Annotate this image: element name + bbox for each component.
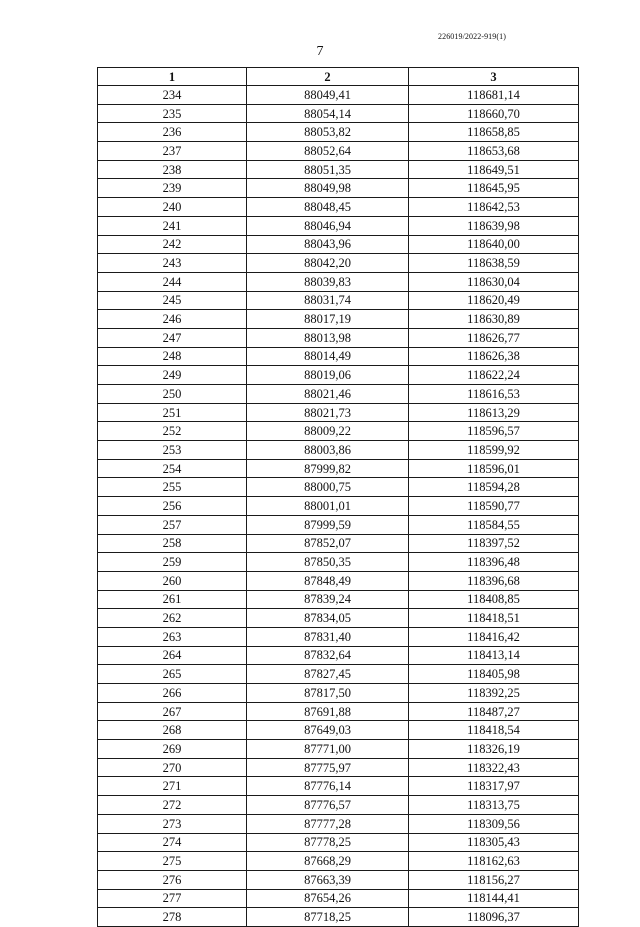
- point-number-cell: 234: [98, 86, 247, 105]
- table-row: [98, 740, 579, 759]
- point-number-cell: 262: [98, 609, 247, 628]
- table-row: [98, 441, 579, 460]
- y-coordinate-cell: 118626,38: [409, 347, 579, 366]
- y-coordinate-cell: 118408,85: [409, 590, 579, 609]
- x-coordinate-cell: 87848,49: [247, 571, 409, 590]
- x-coordinate-cell: 87775,97: [247, 758, 409, 777]
- y-coordinate-cell: 118397,52: [409, 534, 579, 553]
- x-coordinate-cell: 87654,26: [247, 889, 409, 908]
- y-coordinate-cell: 118626,77: [409, 328, 579, 347]
- x-coordinate-cell: 87831,40: [247, 627, 409, 646]
- point-number-cell: 260: [98, 571, 247, 590]
- point-number-cell: 266: [98, 684, 247, 703]
- x-coordinate-cell: 87999,59: [247, 515, 409, 534]
- x-coordinate-cell: 88000,75: [247, 478, 409, 497]
- point-number-cell: 265: [98, 665, 247, 684]
- table-row: [98, 646, 579, 665]
- x-coordinate-cell: 88014,49: [247, 347, 409, 366]
- x-coordinate-cell: 87852,07: [247, 534, 409, 553]
- point-number-cell: 273: [98, 814, 247, 833]
- point-number-cell: 254: [98, 459, 247, 478]
- point-number-cell: 268: [98, 721, 247, 740]
- table-row: [98, 721, 579, 740]
- y-coordinate-cell: 118317,97: [409, 777, 579, 796]
- y-coordinate-cell: 118638,59: [409, 254, 579, 273]
- x-coordinate-cell: 87771,00: [247, 740, 409, 759]
- point-number-cell: 249: [98, 366, 247, 385]
- table-row: [98, 328, 579, 347]
- x-coordinate-cell: 88053,82: [247, 123, 409, 142]
- y-coordinate-cell: 118590,77: [409, 497, 579, 516]
- x-coordinate-cell: 87668,29: [247, 852, 409, 871]
- table-row: [98, 235, 579, 254]
- point-number-cell: 264: [98, 646, 247, 665]
- table-row: [98, 216, 579, 235]
- point-number-cell: 250: [98, 385, 247, 404]
- x-coordinate-cell: 88054,14: [247, 104, 409, 123]
- column-header-3: 3: [409, 68, 579, 86]
- x-coordinate-cell: 87850,35: [247, 553, 409, 572]
- point-number-cell: 270: [98, 758, 247, 777]
- table-row: [98, 796, 579, 815]
- x-coordinate-cell: 88013,98: [247, 328, 409, 347]
- table-row: [98, 534, 579, 553]
- point-number-cell: 256: [98, 497, 247, 516]
- point-number-cell: 251: [98, 403, 247, 422]
- point-number-cell: 255: [98, 478, 247, 497]
- table-row: [98, 833, 579, 852]
- point-number-cell: 263: [98, 627, 247, 646]
- y-coordinate-cell: 118596,01: [409, 459, 579, 478]
- table-row: [98, 478, 579, 497]
- table-row: [98, 852, 579, 871]
- y-coordinate-cell: 118326,19: [409, 740, 579, 759]
- table-row: [98, 403, 579, 422]
- x-coordinate-cell: 88052,64: [247, 142, 409, 161]
- x-coordinate-cell: 87776,57: [247, 796, 409, 815]
- x-coordinate-cell: 87718,25: [247, 908, 409, 927]
- point-number-cell: 247: [98, 328, 247, 347]
- point-number-cell: 259: [98, 553, 247, 572]
- table-body: [98, 86, 579, 927]
- y-coordinate-cell: 118596,57: [409, 422, 579, 441]
- point-number-cell: 238: [98, 160, 247, 179]
- x-coordinate-cell: 88031,74: [247, 291, 409, 310]
- y-coordinate-cell: 118594,28: [409, 478, 579, 497]
- x-coordinate-cell: 88042,20: [247, 254, 409, 273]
- x-coordinate-cell: 88009,22: [247, 422, 409, 441]
- y-coordinate-cell: 118396,68: [409, 571, 579, 590]
- column-header-1: 1: [98, 68, 247, 86]
- table-row: [98, 665, 579, 684]
- x-coordinate-cell: 87777,28: [247, 814, 409, 833]
- x-coordinate-cell: 88003,86: [247, 441, 409, 460]
- table-row: [98, 571, 579, 590]
- y-coordinate-cell: 118305,43: [409, 833, 579, 852]
- point-number-cell: 257: [98, 515, 247, 534]
- table-row: [98, 142, 579, 161]
- document-code: 226019/2022-919(1): [438, 32, 507, 41]
- x-coordinate-cell: 88048,45: [247, 198, 409, 217]
- x-coordinate-cell: 88046,94: [247, 216, 409, 235]
- y-coordinate-cell: 118616,53: [409, 385, 579, 404]
- x-coordinate-cell: 88017,19: [247, 310, 409, 329]
- table-row: [98, 272, 579, 291]
- table-row: [98, 179, 579, 198]
- table-row: [98, 104, 579, 123]
- point-number-cell: 261: [98, 590, 247, 609]
- y-coordinate-cell: 118405,98: [409, 665, 579, 684]
- y-coordinate-cell: 118645,95: [409, 179, 579, 198]
- point-number-cell: 245: [98, 291, 247, 310]
- y-coordinate-cell: 118660,70: [409, 104, 579, 123]
- point-number-cell: 258: [98, 534, 247, 553]
- y-coordinate-cell: 118313,75: [409, 796, 579, 815]
- x-coordinate-cell: 88021,73: [247, 403, 409, 422]
- table-row: [98, 777, 579, 796]
- table-row: [98, 123, 579, 142]
- table-row: [98, 385, 579, 404]
- y-coordinate-cell: 118396,48: [409, 553, 579, 572]
- x-coordinate-cell: 87778,25: [247, 833, 409, 852]
- point-number-cell: 243: [98, 254, 247, 273]
- x-coordinate-cell: 88039,83: [247, 272, 409, 291]
- point-number-cell: 278: [98, 908, 247, 927]
- table-row: [98, 627, 579, 646]
- table-row: [98, 609, 579, 628]
- x-coordinate-cell: 87827,45: [247, 665, 409, 684]
- point-number-cell: 240: [98, 198, 247, 217]
- table-row: [98, 497, 579, 516]
- point-number-cell: 236: [98, 123, 247, 142]
- coordinates-table: [97, 67, 579, 927]
- y-coordinate-cell: 118144,41: [409, 889, 579, 908]
- point-number-cell: 277: [98, 889, 247, 908]
- table-row: [98, 347, 579, 366]
- y-coordinate-cell: 118392,25: [409, 684, 579, 703]
- y-coordinate-cell: 118620,49: [409, 291, 579, 310]
- x-coordinate-cell: 87776,14: [247, 777, 409, 796]
- point-number-cell: 235: [98, 104, 247, 123]
- table-row: [98, 198, 579, 217]
- y-coordinate-cell: 118413,14: [409, 646, 579, 665]
- y-coordinate-cell: 118658,85: [409, 123, 579, 142]
- y-coordinate-cell: 118599,92: [409, 441, 579, 460]
- table-row: [98, 310, 579, 329]
- y-coordinate-cell: 118622,24: [409, 366, 579, 385]
- y-coordinate-cell: 118681,14: [409, 86, 579, 105]
- point-number-cell: 275: [98, 852, 247, 871]
- point-number-cell: 248: [98, 347, 247, 366]
- point-number-cell: 269: [98, 740, 247, 759]
- page-number: 7: [316, 44, 324, 59]
- x-coordinate-cell: 87834,05: [247, 609, 409, 628]
- table-row: [98, 908, 579, 927]
- y-coordinate-cell: 118162,63: [409, 852, 579, 871]
- x-coordinate-cell: 88049,98: [247, 179, 409, 198]
- table-row: [98, 160, 579, 179]
- point-number-cell: 272: [98, 796, 247, 815]
- y-coordinate-cell: 118642,53: [409, 198, 579, 217]
- x-coordinate-cell: 88021,46: [247, 385, 409, 404]
- point-number-cell: 244: [98, 272, 247, 291]
- x-coordinate-cell: 88019,06: [247, 366, 409, 385]
- table-row: [98, 422, 579, 441]
- y-coordinate-cell: 118630,89: [409, 310, 579, 329]
- table-row: [98, 758, 579, 777]
- x-coordinate-cell: 87691,88: [247, 702, 409, 721]
- column-header-2: 2: [247, 68, 409, 86]
- x-coordinate-cell: 87999,82: [247, 459, 409, 478]
- y-coordinate-cell: 118640,00: [409, 235, 579, 254]
- y-coordinate-cell: 118613,29: [409, 403, 579, 422]
- point-number-cell: 237: [98, 142, 247, 161]
- table-row: [98, 515, 579, 534]
- x-coordinate-cell: 88043,96: [247, 235, 409, 254]
- table-row: [98, 590, 579, 609]
- point-number-cell: 271: [98, 777, 247, 796]
- x-coordinate-cell: 88051,35: [247, 160, 409, 179]
- y-coordinate-cell: 118584,55: [409, 515, 579, 534]
- x-coordinate-cell: 87817,50: [247, 684, 409, 703]
- point-number-cell: 246: [98, 310, 247, 329]
- point-number-cell: 252: [98, 422, 247, 441]
- x-coordinate-cell: 88001,01: [247, 497, 409, 516]
- y-coordinate-cell: 118487,27: [409, 702, 579, 721]
- y-coordinate-cell: 118322,43: [409, 758, 579, 777]
- point-number-cell: 239: [98, 179, 247, 198]
- y-coordinate-cell: 118418,51: [409, 609, 579, 628]
- y-coordinate-cell: 118096,37: [409, 908, 579, 927]
- table-row: [98, 86, 579, 105]
- x-coordinate-cell: 87649,03: [247, 721, 409, 740]
- table-row: [98, 254, 579, 273]
- y-coordinate-cell: 118639,98: [409, 216, 579, 235]
- table-row: [98, 459, 579, 478]
- y-coordinate-cell: 118309,56: [409, 814, 579, 833]
- table-row: [98, 553, 579, 572]
- y-coordinate-cell: 118649,51: [409, 160, 579, 179]
- table-row: [98, 291, 579, 310]
- point-number-cell: 241: [98, 216, 247, 235]
- table-row: [98, 366, 579, 385]
- table-row: [98, 870, 579, 889]
- point-number-cell: 253: [98, 441, 247, 460]
- y-coordinate-cell: 118418,54: [409, 721, 579, 740]
- x-coordinate-cell: 87839,24: [247, 590, 409, 609]
- point-number-cell: 274: [98, 833, 247, 852]
- table-row: [98, 684, 579, 703]
- y-coordinate-cell: 118653,68: [409, 142, 579, 161]
- x-coordinate-cell: 87663,39: [247, 870, 409, 889]
- point-number-cell: 242: [98, 235, 247, 254]
- point-number-cell: 267: [98, 702, 247, 721]
- point-number-cell: 276: [98, 870, 247, 889]
- y-coordinate-cell: 118630,04: [409, 272, 579, 291]
- y-coordinate-cell: 118156,27: [409, 870, 579, 889]
- table-row: [98, 702, 579, 721]
- table-header-row: [98, 68, 579, 86]
- x-coordinate-cell: 88049,41: [247, 86, 409, 105]
- y-coordinate-cell: 118416,42: [409, 627, 579, 646]
- table-row: [98, 814, 579, 833]
- x-coordinate-cell: 87832,64: [247, 646, 409, 665]
